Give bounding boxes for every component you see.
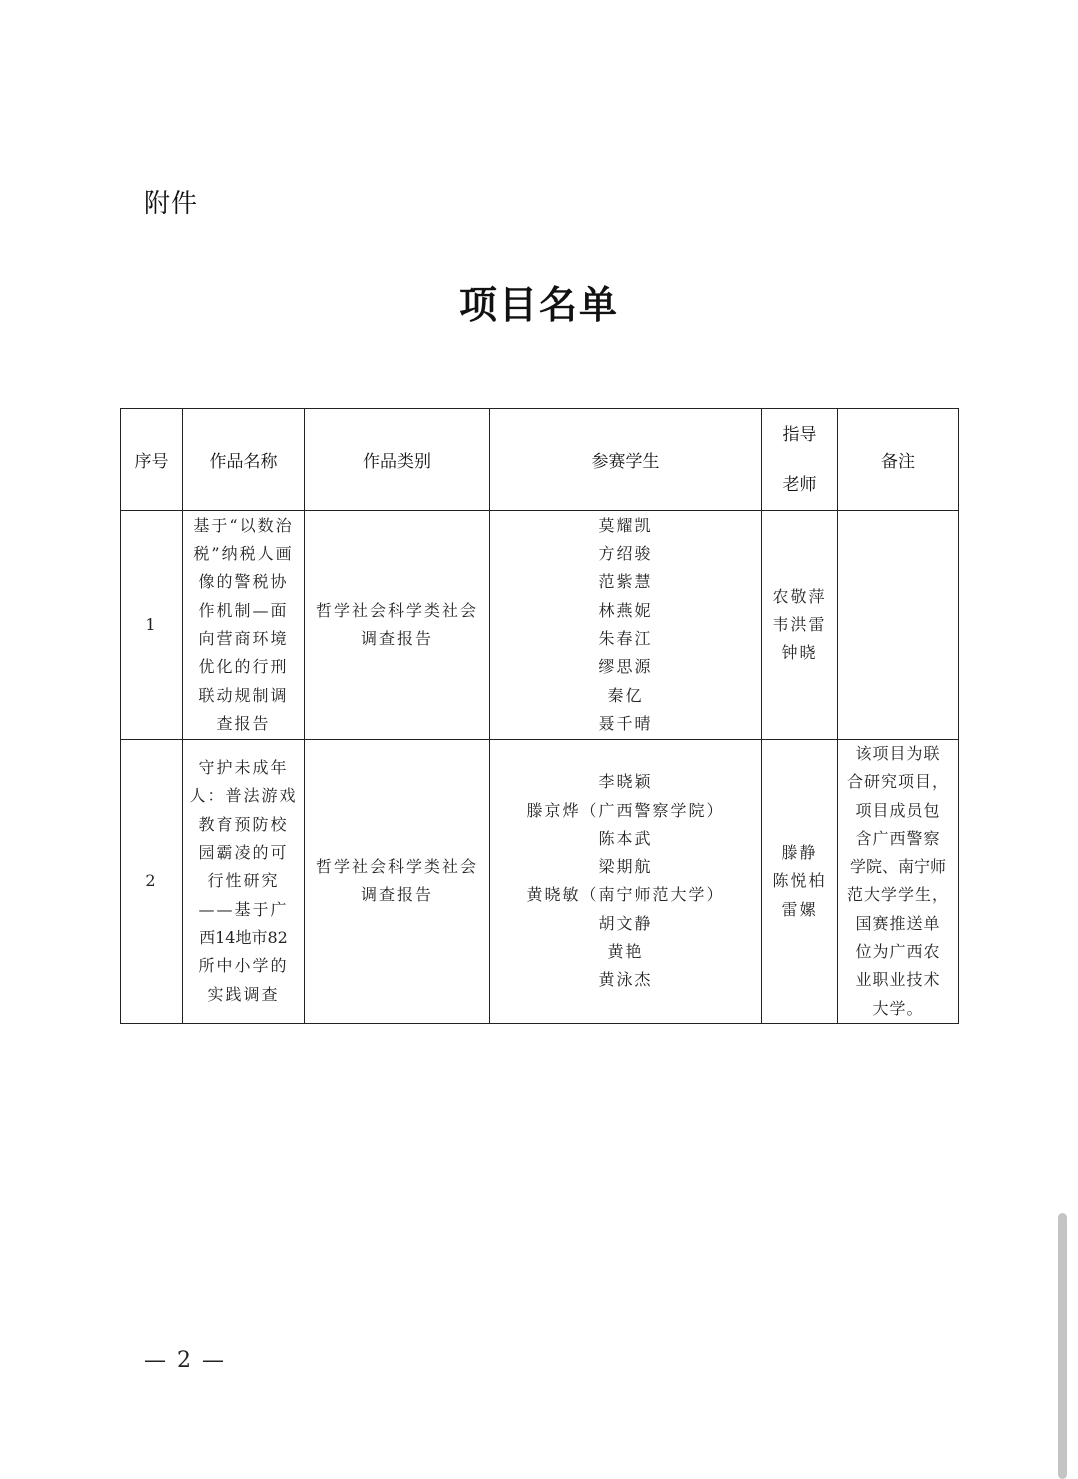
student-name: 范紫慧 (598, 572, 653, 592)
category-line: 哲学社会科学类社会 (315, 600, 478, 620)
row-work-name (183, 740, 305, 1024)
work-name-line: 基于“以数治 (193, 515, 294, 535)
remark-line: 含广西警察 (855, 828, 941, 848)
row-students (490, 740, 762, 1024)
work-name-line: 像的警税协 (198, 572, 289, 592)
student-name: 梁期航 (598, 857, 653, 877)
category-line: 调查报告 (360, 885, 433, 905)
row-remark (838, 511, 959, 740)
remark-line: 项目成员包 (855, 800, 941, 820)
student-name: 林燕妮 (598, 600, 653, 620)
remark-line: 该项目为联 (855, 744, 941, 763)
remark-line: 学院、南宁师 (849, 857, 946, 877)
remark-line: 业职业技术 (855, 970, 941, 990)
student-name: 方绍骏 (598, 544, 653, 564)
row-work-name (183, 511, 305, 740)
project-list-table (120, 408, 959, 1024)
category-line: 调查报告 (360, 629, 433, 648)
row-index: 2 (121, 740, 183, 1024)
work-name-line: 查报告 (216, 713, 271, 733)
remark-line: 国赛推送单 (855, 913, 941, 933)
teacher-name: 陈悦柏 (772, 871, 827, 891)
student-name: 朱春江 (598, 629, 653, 648)
scrollbar-thumb[interactable] (1058, 1213, 1067, 1479)
row-category (305, 740, 490, 1024)
header-teacher-line1: 指导 (782, 424, 817, 445)
teacher-name: 雷嫘 (781, 899, 818, 919)
row-remark (838, 740, 959, 1024)
row-index: 1 (121, 511, 183, 740)
page-title: 项目名单 (458, 282, 619, 327)
work-name-line: 园霸凌的可 (198, 843, 289, 863)
remark-line: 位为广西农 (855, 942, 941, 962)
row-category (305, 511, 490, 740)
student-name: 黄艳 (607, 942, 644, 962)
student-name: 胡文静 (598, 913, 653, 933)
work-name-line: 行性研究 (207, 871, 280, 891)
work-name-line: 税”纳税人画 (193, 544, 294, 564)
row-teachers (762, 511, 838, 740)
student-name: 陈本武 (598, 828, 653, 848)
student-name: 秦亿 (607, 685, 644, 705)
work-name-line: 教育预防校 (198, 814, 289, 834)
header-remark: 备注 (838, 409, 959, 511)
header-work-name: 作品名称 (183, 409, 305, 511)
work-name-line: 所中小学的 (198, 956, 289, 976)
header-students: 参赛学生 (490, 409, 762, 511)
header-category: 作品类别 (305, 409, 490, 511)
student-name: 莫耀凯 (598, 515, 653, 535)
remark-line: 合研究项目， (846, 772, 949, 792)
student-name: 聂千晴 (598, 713, 653, 733)
teacher-name: 韦洪雷 (772, 614, 827, 634)
student-name: 李晓颖 (598, 772, 653, 792)
work-name-line: 向营商环境 (198, 629, 289, 648)
student-name: 缪思源 (598, 657, 653, 677)
header-teacher-line2: 老师 (782, 474, 817, 495)
table-header-row (121, 409, 959, 511)
work-name-line: ——基于广 (198, 899, 289, 919)
row-students (490, 511, 762, 740)
teacher-name: 农敬萍 (772, 586, 827, 606)
work-name-line: 守护未成年 (198, 758, 289, 778)
student-name: 黄晓敏（南宁师范大学） (526, 885, 725, 905)
attachment-label: 附件 (144, 189, 199, 219)
header-teacher (762, 409, 838, 511)
header-index: 序号 (121, 409, 183, 511)
teacher-name: 钟晓 (781, 643, 818, 663)
row-teachers (762, 740, 838, 1024)
teacher-name: 滕静 (781, 843, 818, 863)
work-name-line: 西14地市82 (199, 927, 288, 947)
page-number: — 2 — (144, 1348, 226, 1373)
table-row (121, 740, 959, 1024)
student-name: 黄泳杰 (598, 970, 653, 990)
category-line: 哲学社会科学类社会 (315, 857, 478, 877)
student-name: 滕京烨（广西警察学院） (526, 800, 725, 820)
work-name-line: 联动规制调 (198, 685, 289, 705)
table-row (121, 511, 959, 740)
work-name-line: 人：普法游戏 (189, 786, 298, 806)
work-name-line: 实践调查 (207, 984, 280, 1004)
work-name-line: 作机制—面 (198, 600, 289, 620)
remark-line: 范大学学生， (846, 885, 949, 905)
work-name-line: 优化的行刑 (198, 657, 289, 677)
remark-line: 大学。 (872, 998, 924, 1018)
